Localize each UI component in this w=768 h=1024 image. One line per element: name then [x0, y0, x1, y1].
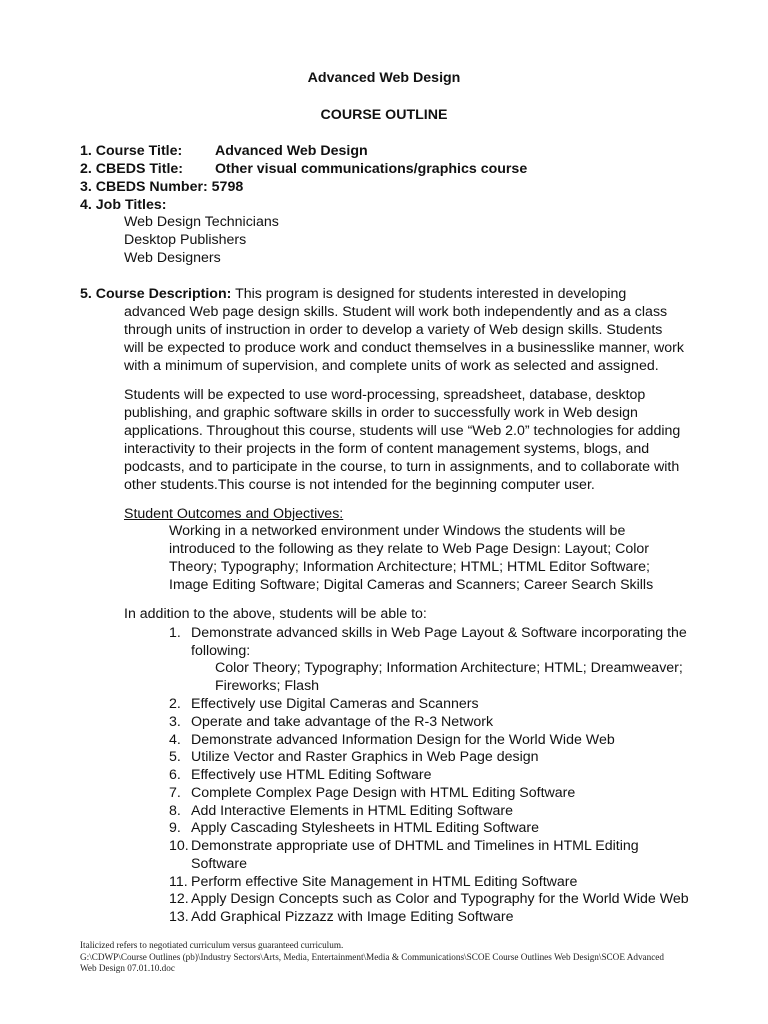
description-line: This program is designed for students interested in developing: [235, 286, 627, 302]
outcomes-line: Working in a networked environment under Windows the students will be: [169, 523, 626, 539]
field-label-course-title: 1. Course Title:: [80, 143, 183, 159]
page-footer: [80, 940, 740, 975]
list-item-text: Apply Cascading Stylesheets in HTML Editing Software: [191, 820, 540, 836]
course-description-label: 5. Course Description:: [80, 286, 232, 302]
description-para2-line: applications. Throughout this course, students will use “Web 2.0” technologies for adding: [124, 423, 681, 439]
list-item-number: 2.: [169, 696, 181, 712]
list-item-number: 13.: [169, 909, 189, 925]
field-cbeds-number: [80, 178, 243, 196]
footer-path-cont: Web Design 07.01.10.doc: [80, 963, 175, 973]
footer-note: Italicized refers to negotiated curriculum versus guaranteed curriculum.: [80, 940, 344, 950]
list-item-number: 12.: [169, 891, 189, 907]
description-line: with a minimum of supervision, and complete units of work as selected and assigned.: [124, 358, 659, 374]
list-item-text: Operate and take advantage of the R-3 Network: [191, 714, 494, 730]
list-item-text: Apply Design Concepts such as Color and Typography for the World Wide Web: [191, 891, 689, 907]
field-label-cbeds-number: 3. CBEDS Number:: [80, 179, 208, 195]
field-value-cbeds-title: Other visual communications/graphics course: [215, 161, 528, 177]
outcomes-line: introduced to the following as they relate to Web Page Design: Layout; Color: [169, 541, 650, 557]
outline-heading: COURSE OUTLINE: [320, 107, 448, 123]
list-item-text: Effectively use HTML Editing Software: [191, 767, 432, 783]
list-item-text: Effectively use Digital Cameras and Scanners: [191, 696, 479, 712]
list-item-text: Software: [191, 856, 247, 872]
list-item-number: 9.: [169, 820, 181, 836]
list-item-number: 4.: [169, 732, 181, 748]
list-item-text: Demonstrate advanced Information Design for the World Wide Web: [191, 732, 615, 748]
list-item-number: 8.: [169, 803, 181, 819]
outcomes-line: Theory; Typography; Information Architecture; HTML; HTML Editor Software;: [169, 559, 650, 575]
list-item-number: 11.: [169, 874, 188, 890]
outcomes-line: Image Editing Software; Digital Cameras and Scanners; Career Search Skills: [169, 577, 654, 593]
list-item-number: 6.: [169, 767, 181, 783]
list-item-number: 10.: [169, 838, 189, 854]
list-item-number: 3.: [169, 714, 181, 730]
description-para2-line: podcasts, and to participate in the course, to turn in assignments, and to collaborate with: [124, 459, 680, 475]
field-value-course-title: Advanced Web Design: [215, 143, 368, 159]
job-title-item: Web Design Technicians: [124, 214, 279, 230]
footer-path: G:\CDWP\Course Outlines (pb)\Industry Sectors\Arts, Media, Entertainment\Media & Communications\SCOE Course Outlines Web Design\SCOE Advanced: [80, 951, 664, 962]
description-para2-line: other students.This course is not intended for the beginning computer user.: [124, 477, 595, 493]
list-item-number: 1.: [169, 625, 181, 641]
description-line: through units of instruction in order to develop a variety of Web design skills. Students: [124, 322, 663, 338]
outcomes-heading: Student Outcomes and Objectives:: [124, 506, 344, 522]
course-description-first-line: [80, 285, 626, 303]
description-line: will be expected to produce work and conduct themselves in a businesslike manner, work: [124, 340, 684, 356]
abilities-intro: In addition to the above, students will be able to:: [124, 606, 427, 622]
list-item-text: Add Graphical Pizzazz with Image Editing Software: [191, 909, 514, 925]
job-title-item: Web Designers: [124, 250, 221, 266]
list-item-text: Utilize Vector and Raster Graphics in Web Page design: [191, 749, 539, 765]
description-para2-line: interactivity to their projects in the form of content management systems, blogs, and: [124, 441, 650, 457]
document-title: Advanced Web Design: [307, 70, 461, 86]
field-value-cbeds-number: 5798: [211, 179, 244, 195]
list-item-text: Complete Complex Page Design with HTML Editing Software: [191, 785, 576, 801]
list-item-number: 5.: [169, 749, 181, 765]
description-para2-line: Students will be expected to use word-processing, spreadsheet, database, desktop: [124, 387, 646, 403]
list-item-text: following:: [191, 643, 251, 659]
job-title-item: Desktop Publishers: [124, 232, 247, 248]
field-label-cbeds-title: 2. CBEDS Title:: [80, 161, 184, 177]
list-item-subtext: Color Theory; Typography; Information Architecture; HTML; Dreamweaver;: [215, 660, 683, 676]
description-line: advanced Web page design skills. Student will work both independently and as a class: [124, 304, 668, 320]
description-para2-line: publishing, and graphic software skills in order to successfully work in Web design: [124, 405, 638, 421]
list-item-text: Demonstrate advanced skills in Web Page Layout & Software incorporating the: [191, 625, 687, 641]
list-item-number: 7.: [169, 785, 181, 801]
list-item-text: Demonstrate appropriate use of DHTML and Timelines in HTML Editing: [191, 838, 639, 854]
list-item-text: Add Interactive Elements in HTML Editing Software: [191, 803, 513, 819]
field-label-job-titles: 4. Job Titles:: [80, 197, 167, 213]
list-item-subtext: Fireworks; Flash: [215, 678, 320, 694]
list-item-text: Perform effective Site Management in HTML Editing Software: [191, 874, 578, 890]
